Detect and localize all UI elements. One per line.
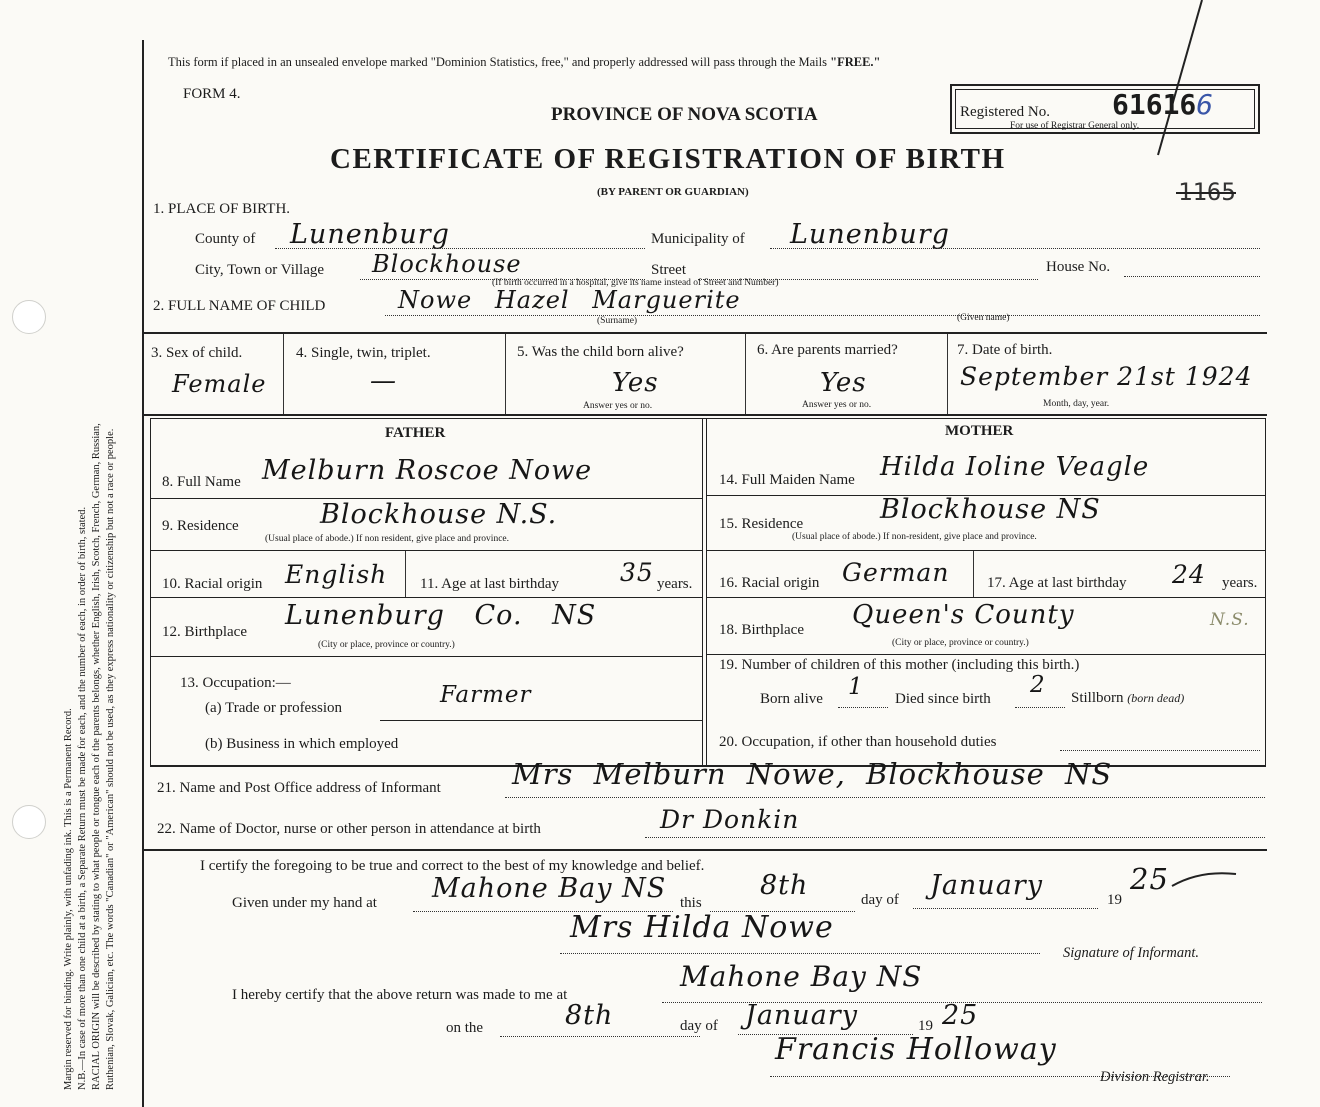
registrar-place-value: Mahone Bay NS <box>680 960 923 993</box>
registrar-year-value: 25 <box>942 1000 979 1031</box>
date-of-birth-value: September 21st 1924 <box>960 362 1253 391</box>
binding-hole-top <box>12 300 46 334</box>
registrar-signature: Francis Holloway <box>775 1032 1057 1067</box>
on-the-label: on the <box>446 1020 484 1036</box>
mother-occupation-label: 20. Occupation, if other than household duties <box>719 734 997 750</box>
this-label: this <box>680 895 702 911</box>
mother-heading: MOTHER <box>945 423 1014 439</box>
stillborn-label-text: Stillborn <box>1071 690 1124 706</box>
house-number-label: House No. <box>1046 259 1111 275</box>
mail-notice-text: This form if placed in an unsealed envelope marked "Dominion Statistics, free," and properly addressed will pass through the Mails <box>168 55 827 69</box>
mother-residence-label: 15. Residence <box>719 516 804 532</box>
mail-free: "FREE." <box>830 55 881 69</box>
registered-number <box>1112 88 1213 121</box>
father-heading: FATHER <box>385 425 446 441</box>
given-place-value: Mahone Bay NS <box>432 873 667 904</box>
father-age-unit: years. <box>657 576 693 592</box>
father-name-value: Melburn Roscoe Nowe <box>262 455 593 486</box>
children-count-label: 19. Number of children of this mother (including this birth.) <box>719 657 1080 673</box>
mother-box-right <box>1265 418 1266 765</box>
binding-hole-bottom <box>12 805 46 839</box>
registrar-statement: I hereby certify that the above return was made to me at <box>232 987 568 1003</box>
plurality-label: 4. Single, twin, triplet. <box>296 345 431 361</box>
sex-label: 3. Sex of child. <box>151 345 243 361</box>
father-occupation-label: 13. Occupation:— <box>180 675 291 691</box>
father-business-label: (b) Business in which employed <box>205 736 399 752</box>
mother-racial-value: German <box>842 558 950 587</box>
father-birthplace-label: 12. Birthplace <box>162 624 247 640</box>
mother-residence-note: (Usual place of abode.) If non-resident, give place and province. <box>792 532 1037 542</box>
margin-note-4: Ruthenian, Slovak, Galician, etc. The words "Canadian" or "American" should not be used, as they express nationality or citizenship but not a race or people. <box>105 428 116 1090</box>
mother-name-label: 14. Full Maiden Name <box>719 472 855 488</box>
doctor-value: Dr Donkin <box>660 805 800 834</box>
father-birthplace-value: Lunenburg Co. NS <box>285 600 597 631</box>
municipality-label: Municipality of <box>651 231 745 247</box>
registrar-signature-label: Division Registrar. <box>1100 1069 1210 1085</box>
given-month-value: January <box>930 870 1043 901</box>
certify-statement: I certify the foregoing to be true and correct to the best of my knowledge and belief. <box>200 858 705 874</box>
mother-birthplace-extra: N.S. <box>1210 610 1250 630</box>
margin-note-3: RACIAL ORIGIN will be described by stating to what people or tongue each of the parents belongs, whether English, Irish, Scotch, French, German, Russian, <box>91 423 102 1090</box>
mother-birthplace-value: Queen's County <box>852 600 1075 630</box>
died-since-birth-value: 2 <box>1030 672 1046 698</box>
registrar-day-value: 8th <box>565 1000 614 1031</box>
registrar-use-note: For use of Registrar General only. <box>1010 121 1140 131</box>
parents-married-label: 6. Are parents married? <box>757 342 898 358</box>
place-of-birth-label: 1. PLACE OF BIRTH. <box>153 201 291 217</box>
father-name-label: 8. Full Name <box>162 474 241 490</box>
stillborn-label <box>1071 690 1184 707</box>
father-trade-value: Farmer <box>440 682 532 708</box>
registered-number-box <box>950 84 1260 134</box>
date-of-birth-label: 7. Date of birth. <box>957 342 1053 358</box>
died-since-birth-label: Died since birth <box>895 691 991 707</box>
surname-note: (Surname) <box>597 316 638 326</box>
father-age-value: 35 <box>620 558 654 587</box>
father-residence-label: 9. Residence <box>162 518 239 534</box>
certificate-subtitle: (BY PARENT OR GUARDIAN) <box>597 186 749 198</box>
registered-label: Registered No. <box>960 104 1050 120</box>
street-label: Street <box>651 262 686 278</box>
county-label: County of <box>195 231 256 247</box>
doctor-label: 22. Name of Doctor, nurse or other person in attendance at birth <box>157 821 541 837</box>
parents-married-value: Yes <box>820 368 867 398</box>
mother-racial-label: 16. Racial origin <box>719 575 820 591</box>
mother-age-unit: years. <box>1222 575 1258 591</box>
father-trade-label: (a) Trade or profession <box>205 700 343 716</box>
mother-name-value: Hilda Ioline Veagle <box>880 452 1150 482</box>
city-value: Blockhouse <box>372 250 522 278</box>
year-prefix: 19 <box>1107 892 1122 908</box>
stillborn-note: (born dead) <box>1127 691 1185 705</box>
father-racial-label: 10. Racial origin <box>162 576 263 592</box>
informant-label: 21. Name and Post Office address of Informant <box>157 780 441 796</box>
form-left-border <box>142 40 144 1107</box>
mother-age-label: 17. Age at last birthday <box>987 575 1127 591</box>
city-label: City, Town or Village <box>195 262 325 278</box>
sex-value: Female <box>172 370 267 398</box>
born-alive-note: Answer yes or no. <box>583 401 653 411</box>
registrar-day-of-label: day of <box>680 1018 718 1034</box>
mother-residence-value: Blockhouse NS <box>880 494 1101 525</box>
mail-notice <box>168 55 880 70</box>
margin-note-2: N.B.—In case of more than one child at a birth, a Separate Return must be made for each, and the number of each, in order of birth, stated. <box>77 506 88 1090</box>
born-alive-value: Yes <box>612 368 659 398</box>
given-day-value: 8th <box>760 870 809 901</box>
father-residence-note: (Usual place of abode.) If non resident, give place and province. <box>265 534 509 544</box>
certificate-title: CERTIFICATE OF REGISTRATION OF BIRTH <box>330 143 1006 175</box>
registrar-month-value: January <box>745 1000 858 1031</box>
parents-married-note: Answer yes or no. <box>802 400 872 410</box>
born-alive-label: 5. Was the child born alive? <box>517 344 684 360</box>
hospital-note: (If birth occurred in a hospital, give its name instead of Street and Number) <box>492 278 779 288</box>
child-name-label: 2. FULL NAME OF CHILD <box>153 298 326 314</box>
given-year-value: 25 <box>1130 862 1169 896</box>
registered-number-value: 61616 <box>1112 88 1197 121</box>
date-of-birth-note: Month, day, year. <box>1043 399 1110 409</box>
given-name-note: (Given name) <box>957 313 1010 323</box>
county-value: Lunenburg <box>290 219 450 250</box>
mother-age-value: 24 <box>1172 560 1206 589</box>
day-of-label: day of <box>861 892 899 908</box>
father-racial-value: English <box>285 560 388 589</box>
file-number: 1165 <box>1178 178 1236 206</box>
informant-value: Mrs Melburn Nowe, Blockhouse NS <box>512 757 1113 791</box>
margin-note-1: Margin reserved for binding. Write plainly, with unfading ink. This is a Permanent Record. <box>63 708 74 1090</box>
plurality-value: — <box>370 366 397 396</box>
child-name-value: Nowe Hazel Marguerite <box>398 286 741 314</box>
informant-signature-label: Signature of Informant. <box>1063 945 1200 961</box>
form-number: FORM 4. <box>183 86 241 102</box>
given-under-hand-label: Given under my hand at <box>232 895 377 911</box>
registered-number-suffix: 6 <box>1196 88 1214 121</box>
registrar-year-prefix: 19 <box>918 1018 933 1034</box>
province-heading: PROVINCE OF NOVA SCOTIA <box>551 104 818 125</box>
mother-birthplace-note: (City or place, province or country.) <box>892 638 1029 648</box>
born-alive-count-value: 1 <box>848 674 864 700</box>
parents-divider <box>702 418 703 765</box>
municipality-value: Lunenburg <box>790 219 950 250</box>
father-box-left <box>150 418 151 765</box>
margin-notes <box>62 10 118 1090</box>
born-alive-count-label: Born alive <box>760 691 823 707</box>
father-birthplace-note: (City or place, province or country.) <box>318 640 455 650</box>
year-flourish <box>1170 866 1240 896</box>
pen-stroke <box>1150 0 1210 160</box>
father-age-label: 11. Age at last birthday <box>420 576 559 592</box>
informant-signature: Mrs Hilda Nowe <box>570 910 834 945</box>
mother-birthplace-label: 18. Birthplace <box>719 622 804 638</box>
father-residence-value: Blockhouse N.S. <box>320 499 558 530</box>
